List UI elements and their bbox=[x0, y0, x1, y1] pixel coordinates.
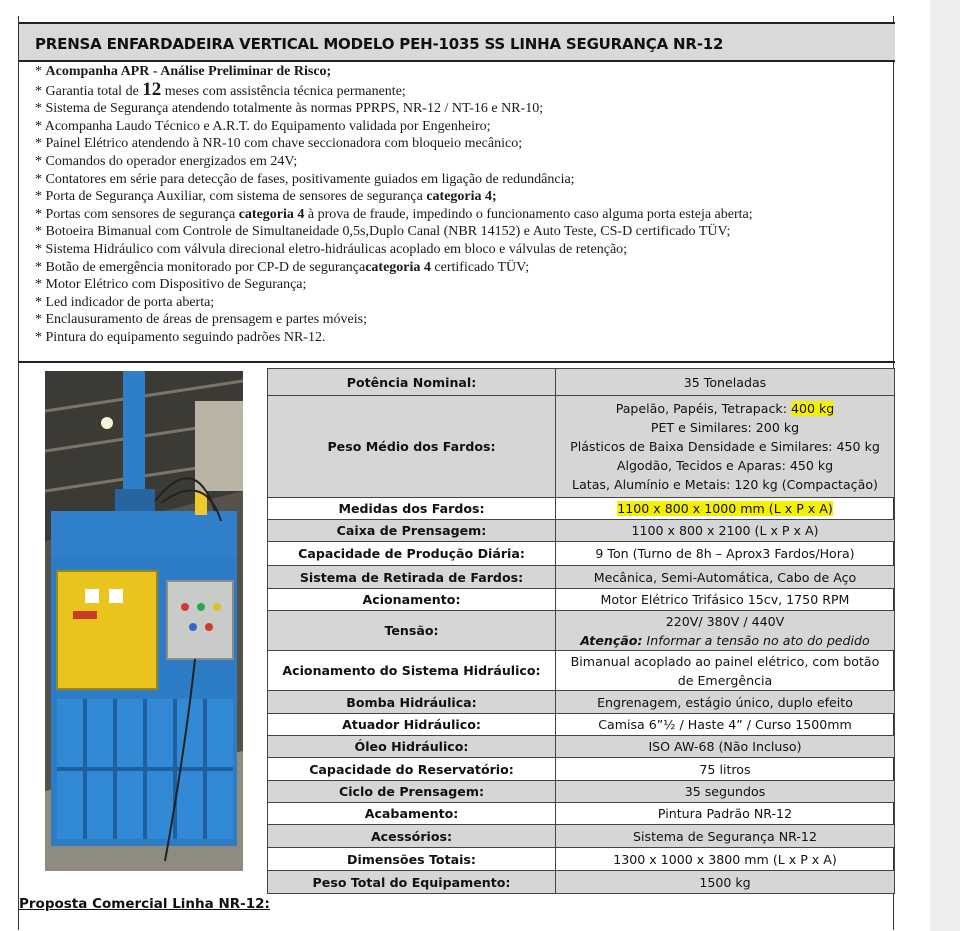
text-run: 1500 kg bbox=[699, 874, 751, 890]
spec-value-line bbox=[558, 671, 892, 690]
text-run: Sistema de Segurança NR-12 bbox=[633, 828, 817, 844]
feature-item bbox=[35, 153, 891, 171]
spec-row bbox=[268, 369, 895, 396]
spec-value-line bbox=[558, 373, 892, 392]
spec-value-line bbox=[558, 612, 892, 631]
spec-row bbox=[268, 691, 895, 714]
text-run: Bimanual acoplado ao painel elétrico, com botão bbox=[570, 653, 880, 669]
spec-label: Peso Total do Equipamento: bbox=[268, 871, 556, 894]
text-run: * Contatores em série para detecção de fases, positivamente guiados em ligação de redundância; bbox=[35, 171, 575, 187]
window-light bbox=[195, 401, 243, 491]
spec-value-line bbox=[558, 715, 892, 734]
spec-label: Sistema de Retirada de Fardos: bbox=[268, 566, 556, 589]
feature-item bbox=[35, 188, 891, 206]
spec-value bbox=[556, 848, 895, 871]
product-photo bbox=[45, 371, 243, 871]
text-run: Mecânica, Semi-Automática, Cabo de Aço bbox=[593, 569, 857, 585]
text-run: Plásticos de Baixa Densidade e Similares: 450 kg bbox=[570, 439, 880, 454]
text-run: Atenção: bbox=[580, 632, 643, 648]
feature-item bbox=[35, 241, 891, 259]
highlighted-value: 1100 x 800 x 1000 mm (L x P x A) bbox=[617, 501, 833, 516]
text-run: * Comandos do operador energizados em 24V; bbox=[35, 153, 298, 169]
spec-value bbox=[556, 589, 895, 611]
text-run: Camisa 6”½ / Haste 4” / Curso 1500mm bbox=[598, 717, 852, 732]
feature-item bbox=[35, 171, 891, 189]
spec-value-line bbox=[558, 568, 892, 587]
spec-value bbox=[556, 758, 895, 781]
spec-row bbox=[268, 803, 895, 825]
text-run: categoria 4 bbox=[238, 206, 305, 222]
feature-item bbox=[35, 135, 891, 153]
spec-value-line bbox=[558, 850, 892, 869]
text-run: 9 Ton (Turno de 8h – Aprox3 Fardos/Hora) bbox=[595, 546, 855, 561]
text-run: 35 Toneladas bbox=[683, 374, 767, 390]
feature-item bbox=[35, 63, 891, 81]
text-run: 35 segundos bbox=[684, 784, 766, 799]
spec-value-line bbox=[558, 737, 892, 756]
text-run: Papelão, Papéis, Tetrapack: bbox=[615, 401, 791, 416]
spec-label: Tensão: bbox=[268, 611, 556, 651]
highlighted-value: 400 kg bbox=[790, 401, 835, 416]
spec-value-line bbox=[558, 544, 892, 563]
spec-row bbox=[268, 848, 895, 871]
ceiling-lamp bbox=[101, 417, 113, 429]
text-run: * Portas com sensores de segurança bbox=[35, 206, 239, 222]
document-page bbox=[18, 16, 894, 930]
spec-value bbox=[556, 736, 895, 758]
baler-machine-illustration bbox=[45, 371, 243, 871]
text-run: * Painel Elétrico atendendo à NR-10 com chave seccionadora com bloqueio mecânico; bbox=[35, 136, 523, 152]
text-run: PET e Similares: 200 kg bbox=[650, 420, 800, 435]
spec-row bbox=[268, 714, 895, 736]
spec-value bbox=[556, 520, 895, 542]
commercial-proposal-label: Proposta Comercial Linha NR-12: bbox=[19, 896, 270, 912]
spec-value bbox=[556, 369, 895, 396]
spec-row bbox=[268, 651, 895, 691]
text-run: Motor Elétrico Trifásico 15cv, 1750 RPM bbox=[600, 592, 850, 607]
feature-item bbox=[35, 311, 891, 329]
text-run: ISO AW-68 (Não Incluso) bbox=[648, 739, 802, 754]
spec-value bbox=[556, 498, 895, 520]
text-run: 220V/ 380V / 440V bbox=[665, 613, 785, 629]
spec-label: Acabamento: bbox=[268, 803, 556, 825]
spec-value-line bbox=[558, 873, 892, 892]
spec-value-line bbox=[558, 693, 892, 712]
text-run: meses com assistência técnica permanente; bbox=[161, 83, 406, 99]
features-divider bbox=[19, 361, 895, 363]
text-run: * Sistema Hidráulico com válvula direcional eletro-hidráulicas acoplado em bloco e válvulas de retenção; bbox=[35, 241, 628, 257]
spec-value bbox=[556, 566, 895, 589]
spec-value-line bbox=[558, 631, 892, 650]
top-frame bbox=[51, 511, 237, 561]
text-run: * Botão de emergência monitorado por CP-D de segurança bbox=[35, 259, 366, 275]
feature-item bbox=[35, 118, 891, 136]
text-run: * Sistema de Segurança atendendo totalmente às normas PPRPS, NR-12 / NT-16 e NR-10; bbox=[35, 101, 544, 117]
text-run: * Pintura do equipamento seguindo padrões NR-12. bbox=[35, 329, 326, 345]
spec-value-line bbox=[558, 437, 892, 456]
spec-value-line bbox=[558, 590, 892, 609]
spec-label: Medidas dos Fardos: bbox=[268, 498, 556, 520]
spec-label: Potência Nominal: bbox=[268, 369, 556, 396]
spec-label: Acionamento: bbox=[268, 589, 556, 611]
spec-label: Caixa de Prensagem: bbox=[268, 520, 556, 542]
spec-label: Capacidade de Produção Diária: bbox=[268, 542, 556, 566]
spec-value bbox=[556, 714, 895, 736]
text-run: de Emergência bbox=[677, 672, 773, 688]
feature-item bbox=[35, 294, 891, 312]
spec-row bbox=[268, 520, 895, 542]
spec-label: Acionamento do Sistema Hidráulico: bbox=[268, 651, 556, 691]
spec-row bbox=[268, 871, 895, 894]
spec-value-line bbox=[558, 456, 892, 475]
text-run: * Garantia total de bbox=[35, 83, 143, 99]
feature-item bbox=[35, 329, 891, 347]
spec-value bbox=[556, 825, 895, 848]
spec-row bbox=[268, 542, 895, 566]
spec-row bbox=[268, 736, 895, 758]
spec-value-line bbox=[558, 399, 892, 418]
feature-item bbox=[35, 100, 891, 118]
text-run: categoria 4; bbox=[426, 189, 497, 205]
document-title: PRENSA ENFARDADEIRA VERTICAL MODELO PEH-1035 SS LINHA SEGURANÇA NR-12 bbox=[35, 35, 724, 53]
spec-value-line bbox=[558, 652, 892, 671]
spec-value bbox=[556, 871, 895, 894]
text-run: Latas, Alumínio e Metais: 120 kg (Compactação) bbox=[572, 477, 878, 492]
spec-label: Ciclo de Prensagem: bbox=[268, 781, 556, 803]
spec-row bbox=[268, 758, 895, 781]
spec-label: Capacidade do Reservatório: bbox=[268, 758, 556, 781]
spec-label: Bomba Hidráulica: bbox=[268, 691, 556, 714]
spec-label: Peso Médio dos Fardos: bbox=[268, 396, 556, 498]
spec-value-line bbox=[558, 760, 892, 779]
text-run: à prova de fraude, impedindo o funcionamento caso alguma porta esteja aberta; bbox=[304, 206, 753, 222]
spec-value bbox=[556, 803, 895, 825]
spec-value-line bbox=[558, 827, 892, 846]
text-run: 12 bbox=[142, 78, 162, 100]
spec-value bbox=[556, 651, 895, 691]
spec-value-line bbox=[558, 418, 892, 437]
spec-label: Acessórios: bbox=[268, 825, 556, 848]
spec-value bbox=[556, 396, 895, 498]
spec-row bbox=[268, 566, 895, 589]
spec-value-line bbox=[558, 782, 892, 801]
feature-list bbox=[35, 63, 891, 347]
text-run: 1300 x 1000 x 3800 mm (L x P x A) bbox=[613, 851, 837, 867]
spec-value-line bbox=[558, 499, 892, 518]
spec-row bbox=[268, 396, 895, 498]
text-run: Engrenagem, estágio único, duplo efeito bbox=[597, 694, 853, 710]
spec-value-line bbox=[558, 521, 892, 540]
text-run: * bbox=[35, 64, 46, 79]
text-run: * Led indicador de porta aberta; bbox=[35, 294, 215, 310]
text-run: * Enclausuramento de áreas de prensagem e partes móveis; bbox=[35, 312, 367, 328]
text-run: Acompanha APR - Análise Preliminar de Risco; bbox=[45, 64, 332, 79]
spec-row bbox=[268, 611, 895, 651]
text-run: * Botoeira Bimanual com Controle de Simultaneidade 0,5s,Duplo Canal (NBR 14152) e Auto Teste, CS-D certificado TÜV; bbox=[35, 224, 731, 240]
feature-item bbox=[35, 223, 891, 241]
spec-value bbox=[556, 781, 895, 803]
spec-value bbox=[556, 691, 895, 714]
text-run: categoria 4 bbox=[365, 259, 431, 275]
text-run: * Acompanha Laudo Técnico e A.R.T. do Equipamento validada por Engenheiro; bbox=[35, 118, 491, 134]
text-run: 75 litros bbox=[699, 761, 751, 777]
spec-value bbox=[556, 542, 895, 566]
text-run: certificado TÜV; bbox=[430, 259, 530, 275]
text-run: * Motor Elétrico com Dispositivo de Segurança; bbox=[35, 277, 307, 293]
spec-row bbox=[268, 825, 895, 848]
text-run: Algodão, Tecidos e Aparas: 450 kg bbox=[616, 458, 834, 473]
text-run: Informar a tensão no ato do pedido bbox=[642, 632, 870, 648]
spec-row bbox=[268, 498, 895, 520]
yellow-door bbox=[57, 571, 157, 689]
feature-item bbox=[35, 78, 891, 101]
spec-row bbox=[268, 589, 895, 611]
spec-value-line bbox=[558, 804, 892, 823]
spec-label: Atuador Hidráulico: bbox=[268, 714, 556, 736]
text-run: * Porta de Segurança Auxiliar, com sistema de sensores de segurança bbox=[35, 189, 427, 205]
text-run: Pintura Padrão NR-12 bbox=[657, 806, 793, 821]
spec-value-line bbox=[558, 475, 892, 494]
viewer-side-strip bbox=[930, 0, 960, 931]
spec-row bbox=[268, 781, 895, 803]
feature-item bbox=[35, 206, 891, 224]
specifications-table bbox=[267, 368, 895, 894]
spec-value bbox=[556, 611, 895, 651]
spec-label: Óleo Hidráulico: bbox=[268, 736, 556, 758]
feature-item bbox=[35, 276, 891, 294]
spec-label: Dimensões Totais: bbox=[268, 848, 556, 871]
text-run: 1100 x 800 x 2100 (L x P x A) bbox=[631, 523, 819, 538]
control-panel bbox=[167, 581, 233, 659]
title-bar bbox=[19, 22, 895, 62]
feature-item bbox=[35, 259, 891, 277]
